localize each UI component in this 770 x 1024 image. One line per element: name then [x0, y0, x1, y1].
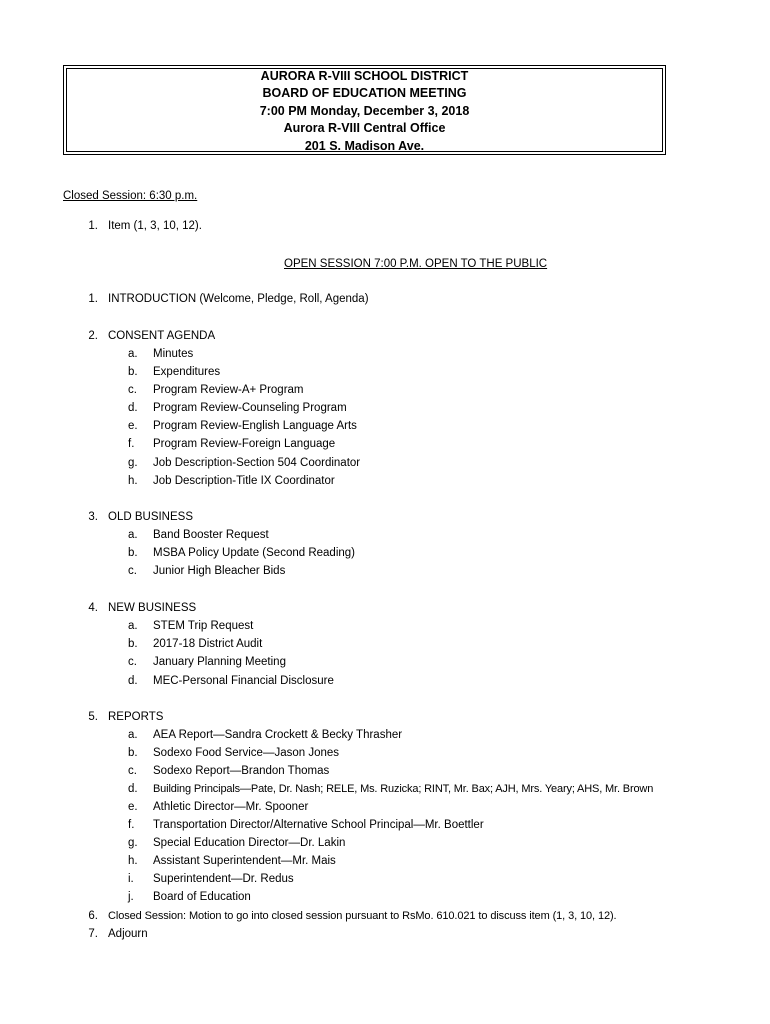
section-title: OLD BUSINESS: [108, 511, 193, 523]
item-letter: b.: [128, 366, 138, 378]
item-text: Junior High Bleacher Bids: [153, 565, 286, 577]
district-name: AURORA R-VIII SCHOOL DISTRICT: [260, 69, 469, 83]
item-text: Expenditures: [153, 366, 221, 378]
list-item: [0, 834, 770, 852]
meeting-address: 201 S. Madison Ave.: [304, 138, 425, 153]
item-letter: e.: [128, 420, 138, 432]
section-number: 1.: [88, 293, 98, 305]
list-item: [0, 798, 770, 816]
item-text: 2017-18 District Audit: [153, 638, 263, 650]
item-letter: a.: [128, 529, 138, 541]
list-item: [0, 381, 770, 399]
item-letter: h.: [128, 475, 138, 487]
item-text: Superintendent—Dr. Redus: [153, 873, 294, 885]
item-text: Job Description-Title IX Coordinator: [153, 475, 335, 487]
item-text: Assistant Superintendent—Mr. Mais: [153, 855, 336, 867]
item-text: Program Review-English Language Arts: [153, 420, 357, 432]
item-letter: j.: [128, 891, 134, 903]
list-item: [0, 762, 770, 780]
section-title: Adjourn: [108, 928, 148, 940]
list-item: [0, 870, 770, 888]
section-title: REPORTS: [108, 711, 164, 723]
item-text: Board of Education: [153, 891, 251, 903]
item-letter: d.: [128, 675, 138, 687]
meeting-name: BOARD OF EDUCATION MEETING: [262, 86, 467, 101]
list-item: [0, 635, 770, 653]
list-item: [0, 472, 770, 490]
item-text: AEA Report—Sandra Crockett & Becky Thrasher: [153, 729, 403, 741]
item-text: Sodexo Food Service—Jason Jones: [153, 747, 340, 759]
item-letter: b.: [128, 747, 138, 759]
list-item: [0, 417, 770, 435]
list-item: [0, 399, 770, 417]
closed-session-item: [0, 217, 770, 235]
item-letter: g.: [128, 457, 138, 469]
list-item: [0, 653, 770, 671]
item-letter: h.: [128, 855, 138, 867]
item-letter: i.: [128, 873, 134, 885]
list-item: [0, 726, 770, 744]
item-letter: c.: [128, 565, 137, 577]
closed-session-heading: Closed Session: 6:30 p.m.: [63, 190, 198, 202]
section-title: CONSENT AGENDA: [108, 330, 216, 342]
item-letter: b.: [128, 547, 138, 559]
section-adjourn: [0, 925, 770, 943]
list-item: [0, 888, 770, 906]
item-text: Transportation Director/Alternative School Principal—Mr. Boettler: [153, 819, 484, 831]
item-text: Special Education Director—Dr. Lakin: [153, 837, 346, 849]
item-text: MSBA Policy Update (Second Reading): [153, 547, 355, 559]
item-letter: a.: [128, 729, 138, 741]
item-text: MEC-Personal Financial Disclosure: [153, 675, 334, 687]
item-letter: d.: [128, 402, 138, 414]
item-letter: f.: [128, 819, 135, 831]
meeting-location: Aurora R-VIII Central Office: [283, 121, 446, 136]
list-item: [0, 816, 770, 834]
item-text: Item (1, 3, 10, 12).: [108, 220, 202, 232]
item-text: STEM Trip Request: [153, 620, 254, 632]
list-item: [0, 617, 770, 635]
section-consent-agenda: [0, 327, 770, 345]
item-text: January Planning Meeting: [153, 656, 286, 668]
section-closed-session-motion: [0, 907, 770, 925]
list-item: [0, 526, 770, 544]
section-number: 5.: [88, 711, 98, 723]
section-introduction: [0, 290, 770, 308]
item-text: Program Review-A+ Program: [153, 384, 304, 396]
section-number: 2.: [88, 330, 98, 342]
item-letter: b.: [128, 638, 138, 650]
item-number: 1.: [88, 220, 98, 232]
item-text: Program Review-Foreign Language: [153, 438, 336, 450]
list-item: [0, 672, 770, 690]
open-session-heading: OPEN SESSION 7:00 P.M. OPEN TO THE PUBLIC: [284, 258, 548, 270]
item-text: Program Review-Counseling Program: [153, 402, 347, 414]
item-letter: f.: [128, 438, 135, 450]
section-reports: [0, 708, 770, 726]
item-letter: e.: [128, 801, 138, 813]
header-box: [63, 65, 666, 155]
item-text: Building Principals—Pate, Dr. Nash; RELE, Ms. Ruzicka; RINT, Mr. Bax; AJH, Mrs. Yeary; AHS, Mr. Brown: [153, 783, 654, 795]
item-text: Band Booster Request: [153, 529, 269, 541]
list-item: [0, 744, 770, 762]
item-text: Minutes: [153, 348, 194, 360]
section-number: 3.: [88, 511, 98, 523]
item-text: Job Description-Section 504 Coordinator: [153, 457, 361, 469]
item-text: Athletic Director—Mr. Spooner: [153, 801, 309, 813]
item-letter: a.: [128, 348, 138, 360]
item-letter: g.: [128, 837, 138, 849]
section-number: 4.: [88, 602, 98, 614]
section-number: 7.: [88, 928, 98, 940]
section-title: INTRODUCTION (Welcome, Pledge, Roll, Agenda): [108, 293, 369, 305]
meeting-datetime: 7:00 PM Monday, December 3, 2018: [259, 103, 470, 118]
item-letter: c.: [128, 656, 137, 668]
item-text: Sodexo Report—Brandon Thomas: [153, 765, 330, 777]
item-letter: c.: [128, 765, 137, 777]
section-title: NEW BUSINESS: [108, 602, 197, 614]
list-item: [0, 363, 770, 381]
section-new-business: [0, 599, 770, 617]
item-letter: c.: [128, 384, 137, 396]
section-old-business: [0, 508, 770, 526]
list-item: [0, 435, 770, 453]
list-item: [0, 780, 770, 798]
section-title: Closed Session: Motion to go into closed session pursuant to RsMo. 610.021 to discuss item (1, 3, 10, 12).: [108, 910, 617, 922]
item-letter: a.: [128, 620, 138, 632]
list-item: [0, 544, 770, 562]
list-item: [0, 454, 770, 472]
list-item: [0, 562, 770, 580]
list-item: [0, 852, 770, 870]
list-item: [0, 345, 770, 363]
section-number: 6.: [88, 910, 98, 922]
item-letter: d.: [128, 783, 138, 795]
